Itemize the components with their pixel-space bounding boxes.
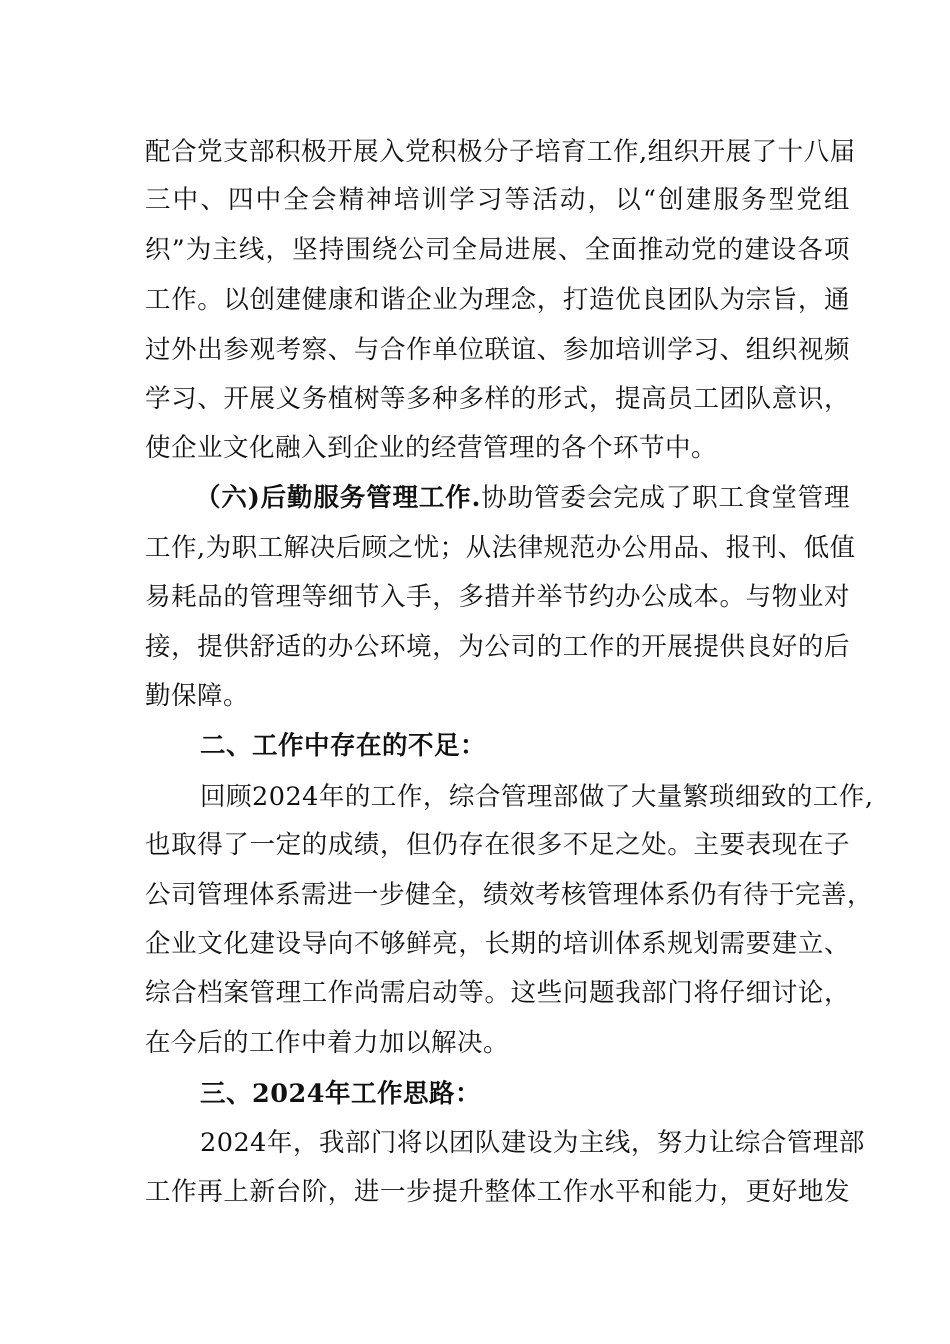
paragraph-line: 织”为主线，坚持围绕公司全局进展、全面推动党的建设各项	[145, 235, 850, 265]
paragraph-line: 回顾2024年的工作，综合管理部做了大量繁琐细致的工作,	[200, 782, 874, 812]
section-6-heading: （六)后勤服务管理工作.	[195, 483, 481, 513]
section-6-text: 协助管委会完成了职工食堂管理	[480, 483, 850, 513]
paragraph-line: 过外出参观考察、与合作单位联谊、参加培训学习、组织视频	[145, 335, 850, 365]
paragraph-line: 公司管理体系需进一步健全，绩效考核管理体系仍有待于完善，	[145, 880, 874, 910]
paragraph-line: 企业文化建设导向不够鲜亮，长期的培训体系规划需要建立、	[145, 929, 850, 959]
paragraph-line: 工作再上新台阶，进一步提升整体工作水平和能力，更好地发	[145, 1177, 850, 1207]
paragraph-line: 工作。以创建健康和谐企业为理念，打造优良团队为宗旨，通	[145, 285, 850, 315]
paragraph-line: 接，提供舒适的办公环境，为公司的工作的开展提供良好的后	[145, 632, 850, 662]
section-6-first-line	[195, 482, 850, 514]
paragraph-line: 综合档案管理工作尚需启动等。这些问题我部门将仔细讨论，	[145, 978, 850, 1008]
section-heading-2: 二、工作中存在的不足：	[200, 731, 487, 761]
paragraph-line: 在今后的工作中着力加以解决。	[145, 1028, 510, 1058]
paragraph-line: 易耗品的管理等细节入手，多措并举节约办公成本。与物业对	[145, 582, 850, 612]
paragraph-line: 配合党支部积极开展入党积极分子培育工作,组织开展了十八届	[145, 137, 856, 167]
section-heading-3: 三、2024年工作思路：	[200, 1079, 481, 1109]
paragraph-line: 三中、四中全会精神培训学习等活动，以“创建服务型党组	[145, 185, 850, 215]
paragraph-line: 也取得了一定的成绩，但仍存在很多不足之处。主要表现在子	[145, 830, 850, 860]
paragraph-line: 学习、开展义务植树等多种多样的形式，提高员工团队意识，	[145, 384, 850, 414]
paragraph-line: 使企业文化融入到企业的经营管理的各个环节中。	[145, 433, 718, 463]
paragraph-line: 2024年，我部门将以团队建设为主线，努力让综合管理部	[200, 1128, 865, 1158]
paragraph-line: 工作,为职工解决后顾之忧；从法律规范办公用品、报刊、低值	[145, 533, 856, 563]
paragraph-line: 勤保障。	[145, 681, 250, 711]
